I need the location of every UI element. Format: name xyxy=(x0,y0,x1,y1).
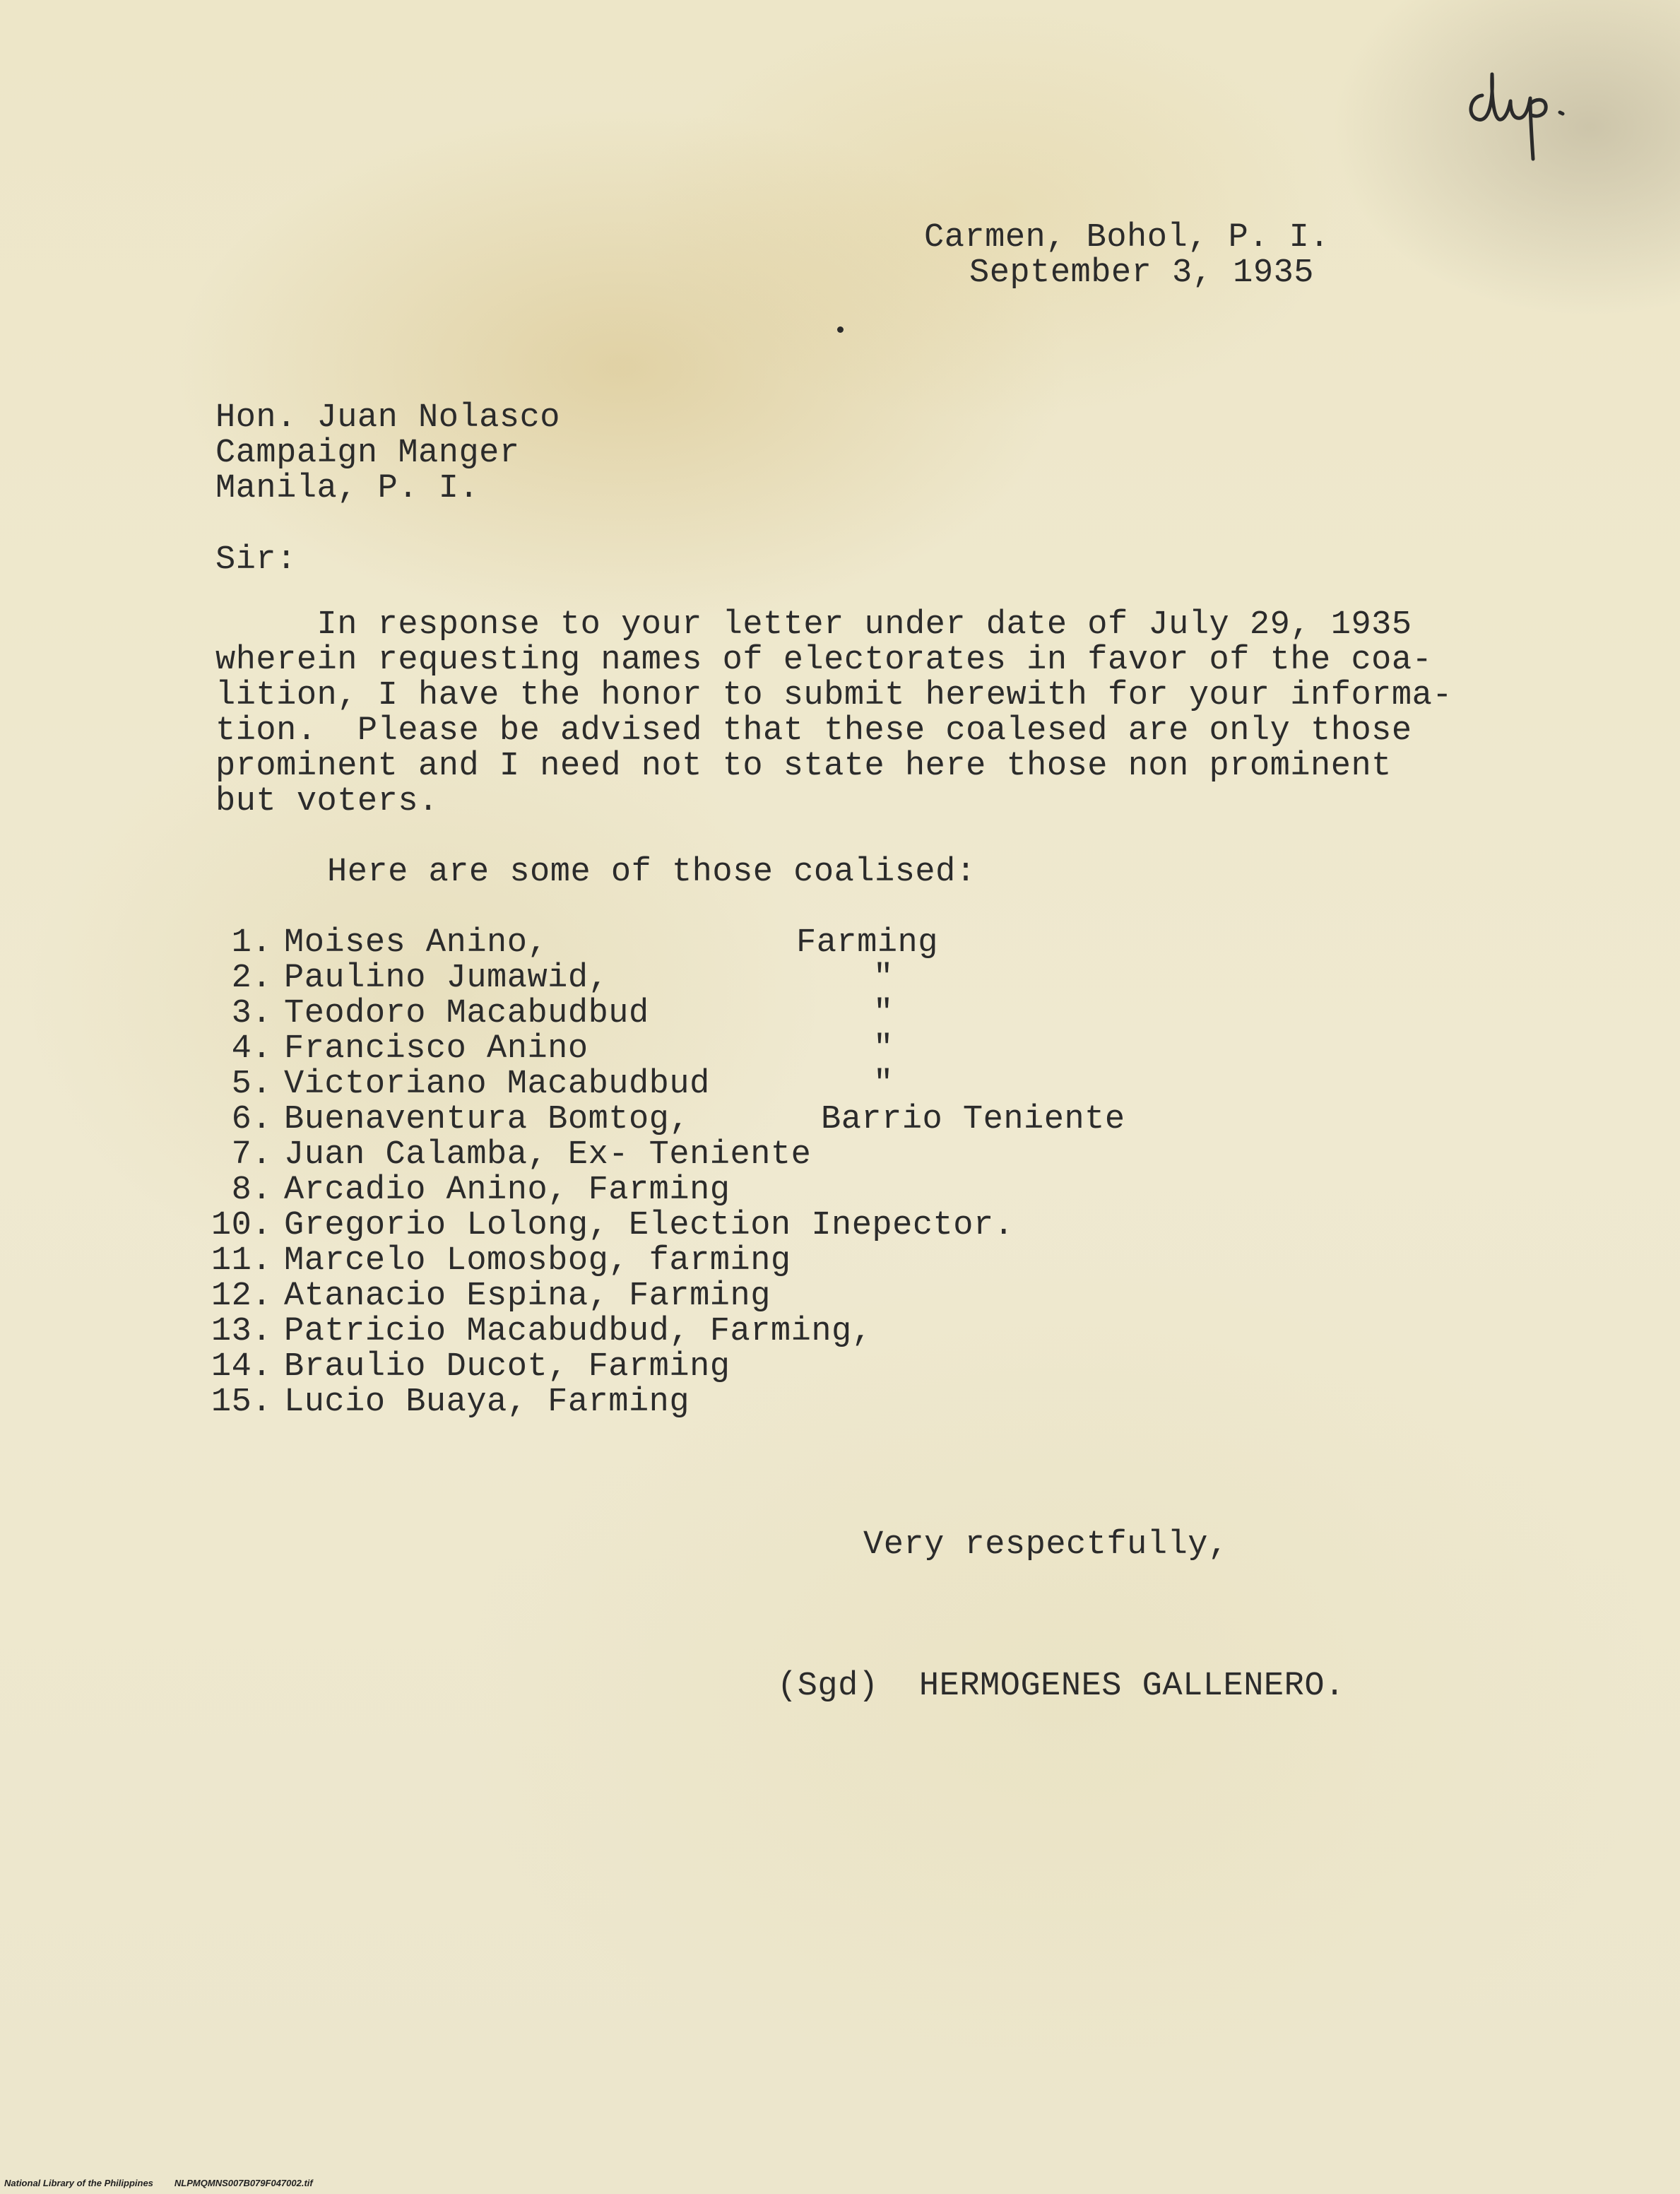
archive-footer xyxy=(4,2178,334,2188)
list-item-number: 13. xyxy=(211,1313,272,1350)
list-item-name: Paulino Jumawid, xyxy=(284,960,609,997)
closing: Very respectfully, xyxy=(863,1526,1229,1564)
list-item-number: 7. xyxy=(231,1136,272,1174)
list-item-name: Atanacio Espina, Farming xyxy=(284,1278,771,1315)
list-item-number: 3. xyxy=(231,995,272,1032)
list-item-name: Patricio Macabudbud, Farming, xyxy=(284,1313,872,1350)
list-item-occupation: " xyxy=(873,1066,894,1103)
body-line: lition, I have the honor to submit herewith for your informa- xyxy=(215,677,1453,714)
footer-library: National Library of the Philippines xyxy=(4,2178,153,2188)
body-line: wherein requesting names of electorates in favor of the coa- xyxy=(215,642,1433,679)
list-item-occupation: " xyxy=(873,995,894,1032)
list-item-number: 15. xyxy=(211,1384,272,1421)
list-item-number: 2. xyxy=(231,960,272,997)
list-item-number: 1. xyxy=(231,924,272,962)
list-item-name: Buenaventura Bomtog, xyxy=(284,1101,690,1138)
list-item-number: 11. xyxy=(211,1242,272,1280)
coalised-list xyxy=(198,926,1258,1420)
recipient-name: Hon. Juan Nolasco xyxy=(215,399,560,437)
list-item xyxy=(198,1102,1258,1138)
place-line: Carmen, Bohol, P. I. xyxy=(924,219,1330,256)
signature: (Sgd) HERMOGENES GALLENERO. xyxy=(777,1668,1345,1705)
list-item xyxy=(198,1350,1258,1385)
list-item xyxy=(198,1279,1258,1314)
list-item xyxy=(198,961,1258,996)
recipient-address: Manila, P. I. xyxy=(215,470,480,507)
list-item-name: Lucio Buaya, Farming xyxy=(284,1384,690,1421)
body-line: tion. Please be advised that these coalesed are only those xyxy=(215,712,1412,750)
list-item-occupation: Barrio Teniente xyxy=(821,1101,1125,1138)
handwritten-note xyxy=(1462,67,1575,166)
list-item xyxy=(198,1385,1258,1420)
list-item-number: 8. xyxy=(231,1172,272,1209)
list-item-number: 12. xyxy=(211,1278,272,1315)
list-item xyxy=(198,926,1258,961)
list-item-name: Francisco Anino xyxy=(284,1030,588,1068)
list-item-number: 5. xyxy=(231,1066,272,1103)
ink-dot xyxy=(837,326,844,333)
list-item-number: 14. xyxy=(211,1348,272,1386)
body-paragraph xyxy=(215,608,1572,820)
list-item-occupation: " xyxy=(873,1030,894,1068)
list-item xyxy=(198,1173,1258,1208)
list-item xyxy=(198,1138,1258,1173)
list-item-number: 10. xyxy=(211,1207,272,1244)
list-item xyxy=(198,1314,1258,1350)
list-item-name: Victoriano Macabudbud xyxy=(284,1066,710,1103)
list-item-name: Braulio Ducot, Farming xyxy=(284,1348,730,1386)
list-item-name: Moises Anino, xyxy=(284,924,548,962)
list-item-occupation: " xyxy=(873,960,894,997)
list-item xyxy=(198,996,1258,1032)
list-item-name: Gregorio Lolong, Election Inepector. xyxy=(284,1207,1014,1244)
footer-file-id: NLPMQMNS007B079F047002.tif xyxy=(174,2178,313,2188)
body-line: In response to your letter under date of July 29, 1935 xyxy=(215,606,1412,644)
salutation: Sir: xyxy=(215,541,297,579)
list-item xyxy=(198,1067,1258,1102)
list-item-name: Teodoro Macabudbud xyxy=(284,995,649,1032)
list-item-number: 6. xyxy=(231,1101,272,1138)
list-item-name: Marcelo Lomosbog, farming xyxy=(284,1242,791,1280)
list-item-name: Arcadio Anino, Farming xyxy=(284,1172,730,1209)
list-item-number: 4. xyxy=(231,1030,272,1068)
recipient-title: Campaign Manger xyxy=(215,435,520,472)
date-line: September 3, 1935 xyxy=(969,254,1314,292)
body-line: but voters. xyxy=(215,783,439,820)
list-item-occupation: Farming xyxy=(796,924,938,962)
list-item xyxy=(198,1032,1258,1067)
list-item xyxy=(198,1244,1258,1279)
list-intro: Here are some of those coalised: xyxy=(327,854,976,891)
list-item xyxy=(198,1208,1258,1244)
body-line: prominent and I need not to state here those non prominent xyxy=(215,748,1392,785)
list-item-name: Juan Calamba, Ex- Teniente xyxy=(284,1136,812,1174)
